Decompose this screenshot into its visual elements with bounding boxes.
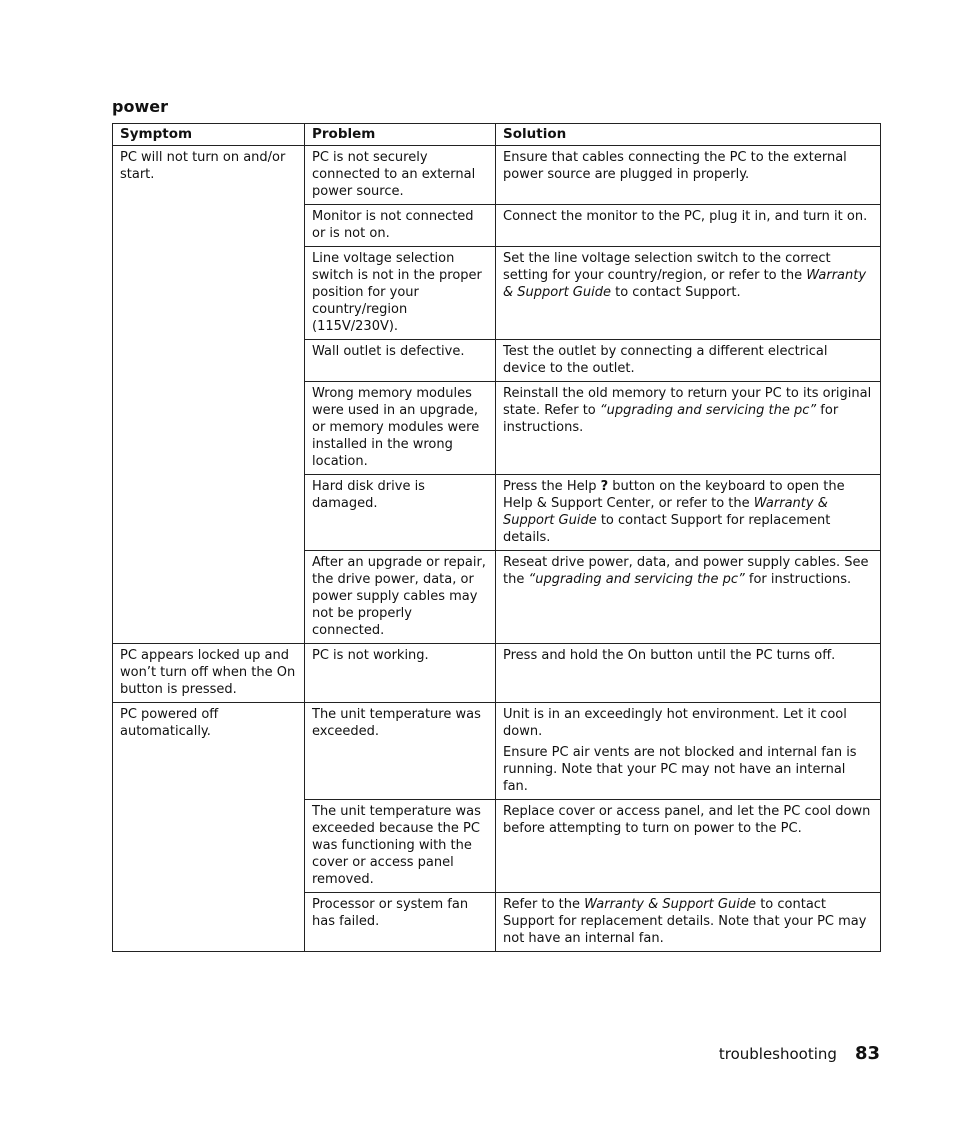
- solution-text: to contact Support for replacement details. Note that your PC may not have an internal fan.: [503, 897, 867, 946]
- solution-cell: [496, 475, 881, 551]
- problem-cell: Monitor is not connected or is not on.: [305, 205, 496, 247]
- table-row: [113, 146, 881, 205]
- symptom-cell: PC appears locked up and won’t turn off when the On button is pressed.: [113, 644, 305, 703]
- solution-text: Connect the monitor to the PC, plug it in, and turn it on.: [503, 209, 868, 224]
- solution-text: to contact Support.: [610, 285, 741, 300]
- solution-text: Warranty & Support Guide: [584, 897, 757, 912]
- solution-paragraph: [503, 149, 873, 183]
- solution-cell: [496, 247, 881, 340]
- solution-text: for instructions.: [503, 403, 839, 435]
- problem-cell: Processor or system fan has failed.: [305, 893, 496, 952]
- solution-text: Warranty & Support Guide: [503, 268, 867, 300]
- troubleshooting-table: [112, 123, 881, 952]
- header-solution: Solution: [496, 124, 881, 146]
- problem-cell: The unit temperature was exceeded because the PC was functioning with the cover or access panel removed.: [305, 800, 496, 893]
- problem-cell: The unit temperature was exceeded.: [305, 703, 496, 800]
- solution-cell: [496, 800, 881, 893]
- problem-cell: PC is not working.: [305, 644, 496, 703]
- solution-text: Replace cover or access panel, and let the PC cool down before attempting to turn on power to the PC.: [503, 804, 871, 836]
- header-symptom: Symptom: [113, 124, 305, 146]
- solution-cell: [496, 551, 881, 644]
- table-body: [113, 146, 881, 952]
- solution-cell: [496, 146, 881, 205]
- help-key-icon: ?: [600, 479, 609, 494]
- solution-paragraph: [503, 208, 873, 225]
- problem-cell: After an upgrade or repair, the drive power, data, or power supply cables may not be properly connected.: [305, 551, 496, 644]
- problem-cell: Hard disk drive is damaged.: [305, 475, 496, 551]
- solution-text: Ensure PC air vents are not blocked and internal fan is running. Note that your PC may not have an internal fan.: [503, 745, 857, 794]
- table-header-row: [113, 124, 881, 146]
- table-row: [113, 703, 881, 800]
- solution-cell: [496, 382, 881, 475]
- solution-paragraph: [503, 744, 873, 795]
- header-problem: Problem: [305, 124, 496, 146]
- problem-cell: Wrong memory modules were used in an upgrade, or memory modules were installed in the wrong location.: [305, 382, 496, 475]
- solution-text: to contact Support for replacement details.: [503, 513, 831, 545]
- solution-paragraph: [503, 554, 873, 588]
- solution-text: Set the line voltage selection switch to the correct setting for your country/region, or refer to the: [503, 251, 831, 283]
- problem-cell: Wall outlet is defective.: [305, 340, 496, 382]
- solution-paragraph: [503, 706, 873, 740]
- symptom-cell: PC will not turn on and/or start.: [113, 146, 305, 644]
- solution-cell: [496, 703, 881, 800]
- table-row: [113, 644, 881, 703]
- solution-paragraph: [503, 803, 873, 837]
- solution-text: Refer to the: [503, 897, 585, 912]
- solution-text: for instructions.: [744, 572, 852, 587]
- problem-cell: Line voltage selection switch is not in the proper position for your country/region (115V/230V).: [305, 247, 496, 340]
- solution-paragraph: [503, 385, 873, 436]
- solution-text: Ensure that cables connecting the PC to the external power source are plugged in properly.: [503, 150, 847, 182]
- solution-cell: [496, 205, 881, 247]
- solution-text: Press the Help: [503, 479, 601, 494]
- solution-text: button on the keyboard to open the Help & Support Center, or refer to the: [503, 479, 845, 511]
- solution-cell: [496, 644, 881, 703]
- solution-paragraph: [503, 647, 873, 664]
- solution-paragraph: [503, 896, 873, 947]
- solution-cell: [496, 340, 881, 382]
- page-footer: [719, 1043, 880, 1064]
- solution-text: Reseat drive power, data, and power supply cables. See the: [503, 555, 869, 587]
- page-number: 83: [854, 1043, 880, 1064]
- solution-text: “upgrading and servicing the pc”: [528, 572, 745, 587]
- solution-cell: [496, 893, 881, 952]
- solution-paragraph: [503, 478, 873, 546]
- solution-text: Test the outlet by connecting a different electrical device to the outlet.: [503, 344, 828, 376]
- solution-text: Reinstall the old memory to return your PC to its original state. Refer to: [503, 386, 872, 418]
- solution-paragraph: [503, 250, 873, 301]
- solution-text: “upgrading and servicing the pc”: [599, 403, 817, 418]
- footer-section-label: troubleshooting: [718, 1045, 837, 1063]
- symptom-cell: PC powered off automatically.: [113, 703, 305, 952]
- problem-cell: PC is not securely connected to an external power source.: [305, 146, 496, 205]
- solution-text: Unit is in an exceedingly hot environment. Let it cool down.: [503, 707, 847, 739]
- solution-paragraph: [503, 343, 873, 377]
- section-title: power: [112, 97, 168, 116]
- solution-text: Press and hold the On button until the PC turns off.: [503, 648, 836, 663]
- solution-text: Warranty & Support Guide: [503, 496, 828, 528]
